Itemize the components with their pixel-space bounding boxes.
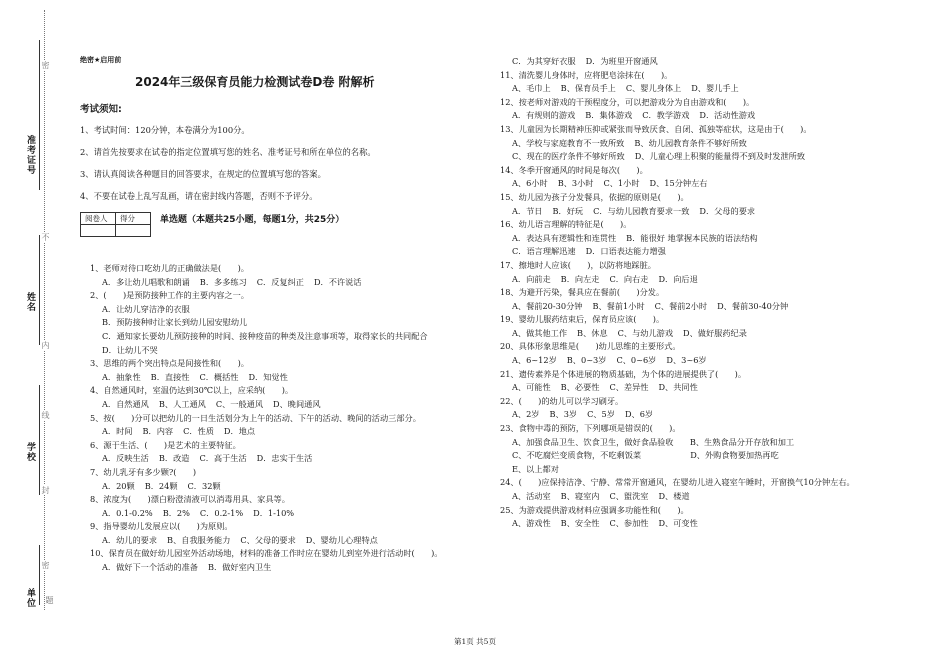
answer-option[interactable]: B．改造	[158, 453, 190, 464]
question-item	[90, 547, 490, 574]
question-stem: 15、幼儿园为孩子分发餐具，依据的原则是( )。	[500, 191, 689, 202]
option-row	[500, 82, 930, 96]
question-item	[500, 96, 930, 123]
answer-option[interactable]: B、必要性	[560, 382, 600, 393]
answer-option[interactable]: A．有规则的游戏	[512, 110, 576, 121]
answer-option[interactable]: D．让幼儿不哭	[102, 344, 158, 355]
question-stem: 4、自然通风时，室温仍达到30℃以上，应采纳( )。	[90, 385, 294, 396]
option-row	[90, 480, 490, 494]
answer-option[interactable]: A．表达具有逻辑性和连贯性	[512, 232, 617, 243]
answer-option[interactable]: D、6岁	[624, 409, 654, 420]
option-row	[500, 177, 930, 191]
answer-option[interactable]: B、0~3岁	[566, 355, 607, 366]
answer-option[interactable]: D、婴儿手上	[691, 83, 739, 94]
option-row	[500, 273, 930, 287]
option-row	[500, 137, 930, 151]
answer-option[interactable]: A．20颗	[102, 480, 135, 491]
answer-option[interactable]: C．性质	[183, 426, 214, 437]
option-row	[90, 507, 490, 521]
seal-marker: 密	[41, 61, 50, 69]
grader-label: 阅卷人	[81, 213, 116, 225]
seal-dotted-line	[44, 10, 45, 610]
option-row	[500, 490, 930, 504]
page-footer: 第1页 共5页	[454, 637, 496, 646]
answer-option[interactable]: D．活动性游戏	[699, 110, 756, 121]
option-row	[500, 150, 930, 164]
label-unit: 单位	[25, 588, 35, 608]
answer-option[interactable]: C、1小时	[603, 178, 640, 189]
answer-option[interactable]: A．向前走	[512, 273, 551, 284]
question-stem: 24、( )应保持洁净、宁静、常常开窗通风，在婴幼儿进入寝室午睡时，开窗换气10分钟左右。	[500, 477, 855, 488]
question-stem: 16、幼儿语言理解的特征是( )。	[500, 219, 632, 230]
option-row	[500, 408, 930, 422]
grader-cell[interactable]	[81, 225, 116, 237]
option-row	[500, 245, 930, 259]
answer-option[interactable]: A、毛巾上	[512, 83, 551, 94]
answer-option[interactable]: A、2岁	[512, 409, 540, 420]
answer-option[interactable]: D、可变性	[658, 518, 698, 529]
answer-option[interactable]: C、父母的要求	[240, 534, 296, 545]
seal-marker: 线	[41, 411, 50, 419]
answer-option[interactable]: C．高于生活	[199, 453, 247, 464]
question-stem: 21、遗传素养是个体进展的物质基础，为个体的进展提供了( )。	[500, 368, 747, 379]
answer-option[interactable]: A、餐前20-30分钟	[512, 300, 583, 311]
answer-option[interactable]: D．1-10%	[253, 507, 295, 518]
answer-option[interactable]: D、做好服药纪录	[683, 327, 747, 338]
secret-mark: 绝密★启用前	[80, 56, 122, 64]
question-item	[500, 191, 930, 218]
answer-option[interactable]: A．做好下一个活动的准备	[102, 562, 198, 573]
answer-option[interactable]: B、人工通风	[158, 398, 206, 409]
answer-option[interactable]: C、5岁	[587, 409, 615, 420]
question-stem: 3、思维的两个突出特点是间接性和( )。	[90, 358, 249, 369]
answer-option[interactable]: B．2%	[162, 507, 190, 518]
seal-marker: 不	[41, 233, 50, 241]
answer-option[interactable]: B、3小时	[557, 178, 594, 189]
score-label: 得分	[116, 213, 151, 225]
question-item	[500, 340, 930, 367]
answer-option[interactable]: B．内容	[142, 426, 174, 437]
answer-option[interactable]: C．与幼儿园教育要求一致	[593, 205, 690, 216]
answer-option[interactable]: C．反复纠正	[256, 276, 304, 287]
option-row	[500, 327, 930, 341]
question-item	[500, 259, 930, 286]
answer-option[interactable]: C．0.2-1%	[199, 507, 244, 518]
label-name: 姓名	[25, 292, 35, 312]
score-cell[interactable]	[116, 225, 151, 237]
answer-option[interactable]: C、不吃腐烂变质食物，不吃剩饭菜 D、外购食物要加热再吃	[512, 450, 779, 461]
name-line	[39, 235, 40, 345]
question-stem: 22、( )的幼儿可以学习刷牙。	[500, 395, 624, 406]
grader-box	[80, 212, 151, 237]
label-candidate-id: 准考证号	[25, 135, 35, 175]
question-item	[500, 422, 930, 476]
label-school: 学校	[25, 442, 35, 462]
option-row	[90, 398, 490, 412]
answer-option[interactable]: C、与幼儿游戏	[617, 327, 674, 338]
answer-option[interactable]: D．口语表达能力增强	[585, 246, 666, 257]
answer-option[interactable]: D、共同性	[658, 382, 698, 393]
question-stem: 19、婴幼儿服药结束后，保育员应该( )。	[500, 314, 665, 325]
notice-item: 1、考试时间：120分钟，本卷满分为100分。	[80, 125, 250, 135]
question-item	[500, 476, 930, 503]
answer-option[interactable]: C、现在的医疗条件不够好所致	[512, 151, 625, 162]
question-stem: 14、冬季开窗通风的时间是每次( )。	[500, 164, 648, 175]
answer-option[interactable]: A．时间	[102, 426, 133, 437]
answer-option[interactable]: D．地点	[223, 426, 256, 437]
question-stem: 1、老师对待口吃幼儿的正确做法是( )。	[90, 263, 249, 273]
answer-option[interactable]: D．不许说话	[313, 276, 362, 287]
binding-margin	[0, 0, 60, 671]
question-item	[90, 439, 490, 466]
answer-option[interactable]: D、婴幼儿心理特点	[305, 534, 378, 545]
question-stem: 17、擦地时人应该( )，以防将地踩脏。	[500, 259, 656, 270]
question-item	[500, 69, 930, 96]
question-stem: 10、保育员在做好幼儿园室外活动场地，材料的准备工作时应在婴幼儿到室外进行活动时( )。	[90, 548, 443, 559]
answer-option[interactable]: C．语言理解迅速	[512, 246, 576, 257]
question-item	[500, 218, 930, 259]
question-item	[90, 357, 490, 384]
answer-option[interactable]: D．知觉性	[248, 371, 288, 382]
question-item	[500, 504, 930, 531]
answer-option[interactable]: C．为其穿好衣服	[512, 56, 576, 66]
answer-option[interactable]: B、保育员手上	[560, 83, 616, 94]
answer-option[interactable]: B、自我服务能力	[167, 534, 231, 545]
answer-option[interactable]: B、幼儿园教育条件不够好所致	[634, 137, 747, 148]
answer-option[interactable]: C、婴儿身体上	[625, 83, 682, 94]
question-stem: 7、幼儿乳牙有多少颗?( )	[90, 466, 197, 477]
answer-option[interactable]: A．反映生活	[102, 453, 149, 464]
answer-option[interactable]: B．多多练习	[199, 276, 247, 287]
notice-item: 3、请认真阅读各种题目的回答要求，在规定的位置填写您的答案。	[80, 169, 326, 179]
answer-option[interactable]: A．节日	[512, 205, 543, 216]
answer-option[interactable]: A．自然通风	[102, 398, 149, 409]
answer-option[interactable]: C．概括性	[199, 371, 239, 382]
question-item	[500, 55, 930, 69]
seal-marker: 内	[41, 341, 50, 349]
question-item	[90, 466, 490, 493]
answer-option[interactable]: C、盥洗室	[609, 491, 649, 501]
option-row	[500, 109, 930, 123]
answer-option[interactable]: B．集体游戏	[585, 110, 633, 121]
answer-option[interactable]: A、加强食品卫生、饮食卫生，做好食品验收 B、生熟食品分开存放和加工	[512, 436, 795, 447]
notice-heading: 考试须知:	[80, 104, 122, 115]
answer-option[interactable]: B．24颗	[144, 480, 178, 491]
answer-option[interactable]: A．抽象性	[102, 371, 141, 382]
answer-option[interactable]: A、学校与家庭教育不一致所致	[512, 137, 625, 148]
answer-option[interactable]: A．多让幼儿唱歌和朗诵	[102, 276, 190, 287]
question-item	[500, 368, 930, 395]
question-stem: 20、具体形象思维是( )幼儿思维的主要形式。	[500, 341, 681, 352]
question-stem: 25、为游戏提供游戏材料应强调多功能性和( )。	[500, 504, 689, 515]
unit-line	[39, 545, 40, 605]
option-row	[500, 517, 930, 531]
answer-option[interactable]: A．0.1-0.2%	[102, 507, 153, 518]
question-stem: 13、儿童因为长期精神压抑或紧张而导致厌食、自闭、孤独等症状，这是由于( )。	[500, 123, 812, 134]
option-row	[90, 371, 490, 385]
seal-marker: 封	[41, 486, 50, 494]
answer-option[interactable]: C．32颗	[187, 480, 221, 491]
question-item	[500, 286, 930, 313]
answer-option[interactable]: D．为班里开窗通风	[585, 56, 658, 66]
answer-option[interactable]: C、0~6岁	[616, 355, 657, 366]
answer-option[interactable]: B．直接性	[150, 371, 190, 382]
answer-option[interactable]: B．向左走	[560, 273, 600, 284]
answer-option[interactable]: A、可能性	[512, 382, 551, 393]
question-item	[90, 493, 490, 520]
answer-option[interactable]: B．能很好 地掌握本民族的语法结构	[626, 232, 758, 243]
answer-option[interactable]: A．让幼儿穿洁净的衣服	[102, 303, 190, 314]
answer-option[interactable]: C、差异性	[609, 382, 649, 393]
question-stem: 9、指导婴幼儿发展应以( )为原则。	[90, 521, 233, 532]
answer-option[interactable]: D、楼道	[658, 491, 690, 501]
question-stem: 2、( )是预防接种工作的主要内容之一。	[90, 290, 249, 301]
question-stem: 11、清洗婴儿身体时，应将肥皂涂抹在( )。	[500, 69, 673, 80]
answer-option[interactable]: B．好玩	[552, 205, 584, 216]
answer-option[interactable]: B．预防接种时让家长到幼儿园安慰幼儿	[102, 317, 248, 328]
option-row	[500, 205, 930, 219]
answer-option[interactable]: D．忠实于生活	[256, 453, 313, 464]
answer-option[interactable]: B、餐前1小时	[592, 300, 645, 311]
answer-option[interactable]: A、6~12岁	[512, 355, 557, 366]
right-question-list	[500, 55, 930, 531]
option-row	[500, 354, 930, 368]
answer-option[interactable]: B、寝室内	[560, 491, 600, 501]
option-row	[90, 534, 490, 548]
answer-option[interactable]: D、餐前30-40分钟	[717, 300, 789, 311]
answer-option[interactable]: C、一般通风	[215, 398, 264, 409]
left-question-list	[90, 262, 490, 575]
option-row	[90, 452, 490, 466]
answer-option[interactable]: A、活动室	[512, 491, 551, 501]
question-item	[90, 262, 490, 289]
question-stem: 6、源于生活、( )是艺术的主要特征。	[90, 439, 241, 450]
question-stem: 12、按老师对游戏的干预程度分，可以把游戏分为自由游戏和( )。	[500, 96, 755, 107]
answer-option[interactable]: B、休息	[577, 327, 608, 338]
seal-note: 题	[45, 596, 54, 604]
question-item	[500, 123, 930, 164]
answer-option[interactable]: C、餐前2小时	[654, 300, 708, 311]
answer-option[interactable]: B．做好室内卫生	[207, 562, 272, 573]
question-stem: 23、食物中毒的预防，下列哪项是错误的( )。	[500, 423, 681, 434]
answer-option[interactable]: B、3岁	[549, 409, 578, 420]
question-stem: 18、为避开污染，餐具应在餐前( )分发。	[500, 287, 665, 298]
question-item	[90, 412, 490, 439]
school-line	[39, 385, 40, 495]
answer-option[interactable]: A．幼儿的要求	[102, 534, 158, 545]
answer-option[interactable]: D、3~6岁	[666, 355, 707, 366]
option-row	[500, 232, 930, 246]
seal-marker: 密	[41, 561, 50, 569]
answer-option[interactable]: D、晚间通风	[273, 398, 321, 409]
option-row	[500, 300, 930, 314]
option-row	[500, 55, 930, 69]
answer-option[interactable]: A、游戏性	[512, 518, 551, 529]
section-heading: 单选题（本题共25小题，每题1分，共25分）	[160, 215, 345, 225]
question-item	[500, 313, 930, 340]
answer-option[interactable]: A、6小时	[512, 178, 548, 189]
option-row	[90, 561, 490, 575]
answer-option[interactable]: E、以上都对	[512, 463, 559, 474]
answer-option[interactable]: A、做其他工作	[512, 327, 568, 338]
question-item	[500, 164, 930, 191]
option-row	[500, 381, 930, 395]
exam-title: 2024年三级保育员能力检测试卷D卷 附解析	[135, 75, 375, 89]
option-row	[90, 276, 490, 290]
answer-option[interactable]: C．向右走	[609, 273, 649, 284]
answer-option[interactable]: D、儿童心理上积聚的能量得不到及时发泄所致	[634, 151, 806, 162]
question-stem: 8、浓度为( )漂白粉澄清液可以消毒用具、家具等。	[90, 494, 290, 505]
question-stem: 5、按( )分可以把幼儿的一日生活划分为上午的活动、下午的活动、晚间的活动三部分。	[90, 412, 421, 423]
answer-option[interactable]: B、安全性	[560, 518, 600, 529]
answer-option[interactable]: D．父母的要求	[699, 205, 756, 216]
question-item	[90, 520, 490, 547]
question-item	[90, 384, 490, 411]
question-item	[500, 395, 930, 422]
answer-option[interactable]: C．通知家长要幼儿预防接种的时间、接种疫苗的种类及注意事项等，取得家长的共同配合	[102, 330, 428, 341]
answer-option[interactable]: C、参加性	[609, 518, 649, 529]
option-row	[90, 425, 490, 439]
answer-option[interactable]: D．向后退	[658, 273, 698, 284]
question-item	[90, 289, 490, 357]
answer-option[interactable]: C．教学游戏	[642, 110, 690, 121]
answer-option[interactable]: D、15分钟左右	[649, 178, 708, 189]
notice-item: 4、不要在试卷上乱写乱画，请在密封线内答题，否则不予评分。	[80, 191, 318, 201]
left-header	[80, 55, 490, 237]
notice-item: 2、请首先按要求在试卷的指定位置填写您的姓名、准考证号和所在单位的名称。	[80, 147, 376, 157]
